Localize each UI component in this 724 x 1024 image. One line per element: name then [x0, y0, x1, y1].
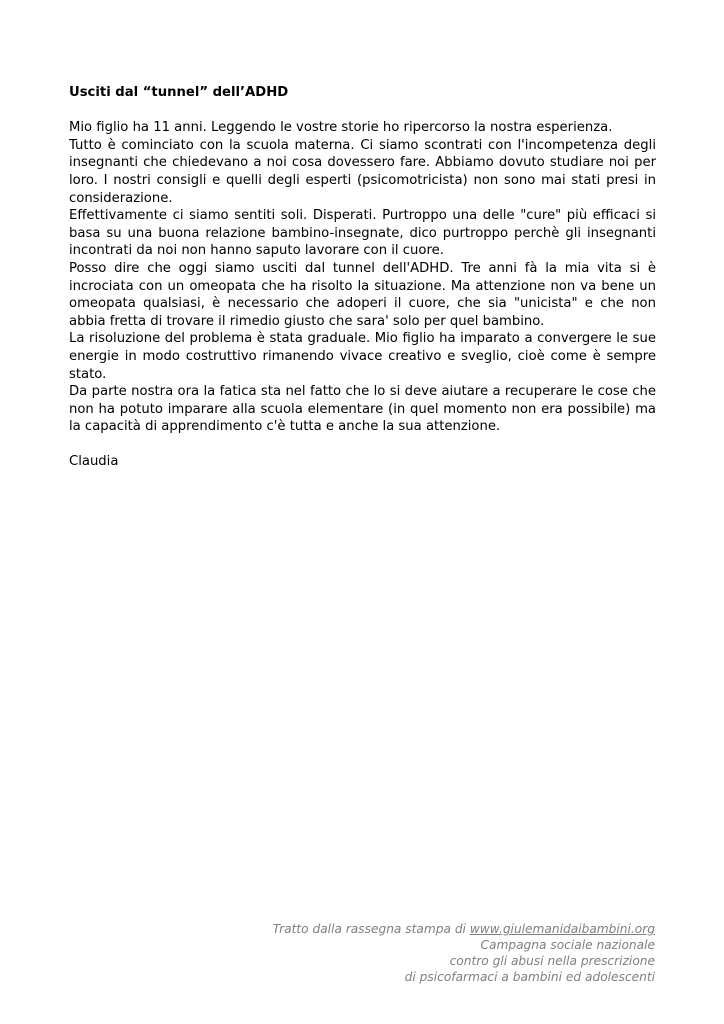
- paragraph-1: Mio figlio ha 11 anni. Leggendo le vostre storie ho ripercorso la nostra esperienza.: [69, 120, 613, 136]
- footer-source-link[interactable]: www.giulemanidaibambini.org: [469, 922, 655, 936]
- article-title: Usciti dal “tunnel” dell’ADHD: [69, 85, 289, 100]
- paragraph-6: Da parte nostra ora la fatica sta nel fatto che lo si deve aiutare a recuperare le cose che non ha potuto imparare alla scuola elementare (in quel momento non era possibile) ma la capacità di apprendimento c'è tutta e anche la sua attenzione.: [69, 384, 656, 435]
- signature: Claudia: [69, 454, 119, 470]
- footer-source-prefix: Tratto dalla rassegna stampa di: [272, 922, 470, 936]
- paragraph-3: Effettivamente ci siamo sentiti soli. Disperati. Purtroppo una delle "cure" più efficaci si basa su una buona relazione bambino-insegnate, dico purtroppo perchè gli insegnanti incontrati da noi non hanno saputo lavorare con il cuore.: [69, 208, 656, 259]
- paragraph-5: La risoluzione del problema è stata graduale. Mio figlio ha imparato a convergere le sue energie in modo costruttivo rimanendo vivace creativo e sveglio, cioè come è sempre stato.: [69, 331, 656, 382]
- footer-line-2: Campagna sociale nazionale: [480, 938, 655, 952]
- article-body: [69, 84, 656, 471]
- footer-source-line: [273, 921, 655, 937]
- paragraph-2: Tutto è cominciato con la scuola materna. Ci siamo scontrati con l'incompetenza degli insegnanti che chiedevano a noi cosa dovessero fare. Abbiamo dovuto studiare noi per loro. I nostri consigli e quelli degli esperti (psicomotricista) non sono mai stati presi in considerazione.: [69, 137, 656, 206]
- footer-credits: [273, 921, 655, 985]
- footer-line-3: contro gli abusi nella prescrizione: [449, 954, 655, 968]
- footer-line-4: di psicofarmaci a bambini ed adolescenti: [404, 970, 655, 984]
- paragraph-4: Posso dire che oggi siamo usciti dal tunnel dell'ADHD. Tre anni fà la mia vita si è incrociata con un omeopata che ha risolto la situazione. Ma attenzione non va bene un omeopata qualsiasi, è necessario che adoperi il cuore, che sia "unicista" e che non abbia fretta di trovare il rimedio giusto che sara' solo per quel bambino.: [69, 260, 656, 329]
